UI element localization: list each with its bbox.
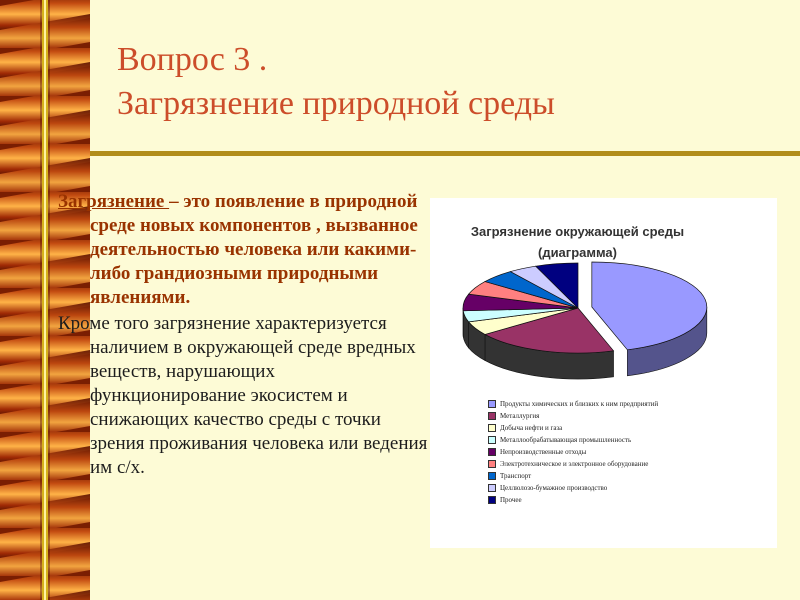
slide-title — [117, 38, 787, 126]
description-paragraph: Кроме того загрязнение характеризуется наличием в окружающей среде вредных веществ, нарушающих функционирование экосистем и снижающих качество среды с точки зрения проживания человека или ведения им с/х. — [58, 313, 428, 478]
legend-swatch — [488, 448, 496, 456]
legend-label: Добыча нефти и газа — [500, 424, 563, 432]
legend-swatch — [488, 496, 496, 504]
legend-item — [488, 434, 773, 446]
legend-swatch — [488, 472, 496, 480]
body-text — [58, 190, 433, 480]
legend-swatch — [488, 412, 496, 420]
legend-swatch — [488, 460, 496, 468]
legend-label: Металлообрабатывающая промышленность — [500, 436, 632, 444]
pie-chart-panel — [430, 198, 777, 548]
legend-item — [488, 494, 773, 506]
legend-label: Непроизводственные отходы — [500, 448, 587, 456]
legend-item — [488, 410, 773, 422]
chart-legend — [488, 398, 773, 506]
title-line-1: Вопрос 3 . — [117, 41, 268, 78]
legend-label: Металлургия — [500, 412, 540, 420]
pie-chart — [430, 198, 777, 398]
legend-item — [488, 470, 773, 482]
definition-text: – это появление в природной среде новых компонентов , вызванное деятельностью человека или какими-либо грандиозными природными явлениями. — [90, 191, 418, 308]
legend-label: Продукты химических и близких к ним предприятий — [500, 400, 659, 408]
legend-label: Прочее — [500, 496, 522, 504]
legend-item — [488, 482, 773, 494]
title-line-2: Загрязнение природной среды — [117, 85, 555, 122]
legend-item — [488, 446, 773, 458]
legend-swatch — [488, 400, 496, 408]
definition-paragraph — [58, 190, 433, 310]
legend-swatch — [488, 484, 496, 492]
legend-swatch — [488, 424, 496, 432]
legend-label: Электротехническое и электронное оборудование — [500, 460, 649, 468]
legend-label: Целлюлозо-бумажное производство — [500, 484, 608, 492]
legend-item — [488, 398, 773, 410]
title-divider — [90, 151, 800, 156]
legend-item — [488, 458, 773, 470]
definition-term: Загрязнение — [58, 191, 170, 212]
legend-label: Транспорт — [500, 472, 532, 480]
chart-title-line-1: Загрязнение окружающей среды — [470, 224, 685, 239]
legend-swatch — [488, 436, 496, 444]
chart-title-line-2: (диаграмма) — [537, 245, 617, 260]
legend-item — [488, 422, 773, 434]
